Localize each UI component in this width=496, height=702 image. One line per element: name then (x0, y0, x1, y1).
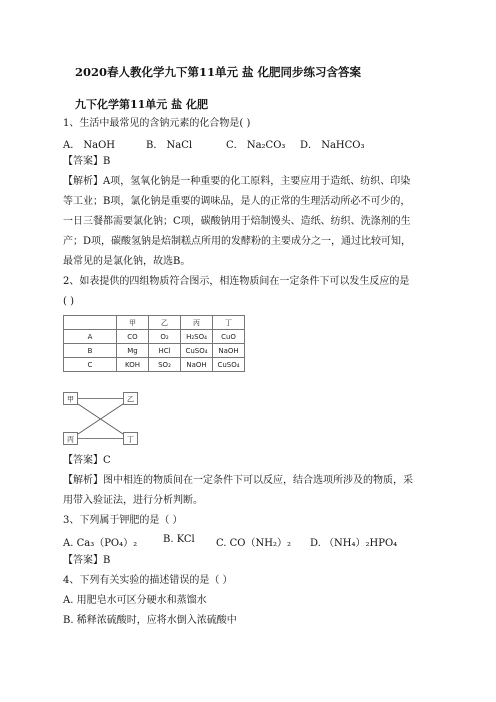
q1-answer: 【答案】B (63, 156, 111, 167)
q4-option-a: A. 用肥皂水可区分硬水和蒸馏水 (63, 595, 207, 606)
table-header-cell (64, 316, 117, 330)
table-cell: HCl (149, 344, 181, 358)
table-cell: CuO (213, 330, 245, 344)
q3-option-a: A. Ca₃（PO₄）₂ (63, 538, 138, 549)
q3-option-d: D. （NH₄）₂HPO₄ (310, 538, 398, 549)
table-cell: H₂SO₄ (181, 330, 213, 344)
table-row (64, 330, 245, 344)
table-cell: NaOH (181, 358, 213, 372)
node-jia: 甲 (67, 395, 74, 404)
table-cell: CuSO₄ (181, 344, 213, 358)
table-cell: A (64, 330, 117, 344)
table-cell: SO₂ (149, 358, 181, 372)
table-cell: NaOH (213, 344, 245, 358)
table-header-cell: 丁 (213, 316, 245, 330)
table-cell: CuSO₄ (213, 358, 245, 372)
document-title: 2020春人教化学九下第11单元 盐 化肥同步练习含答案 (75, 65, 362, 79)
q1-analysis-line: 产；D项，碳酸氢钠是焙制糕点所用的发酵粉的主要成分之一，通过比较可知， (63, 236, 412, 247)
q1-analysis-line: 【解析】A项，氢氧化钠是一种重要的化工原料，主要应用于造纸、纺织、印染 (63, 176, 411, 187)
q1-option-d: D． NaHCO₃ (300, 140, 365, 151)
table-row (64, 358, 245, 372)
q4-stem: 4、下列有关实验的描述错误的是（ ） (63, 575, 233, 586)
table-row (64, 344, 245, 358)
q2-answer: 【答案】C (63, 455, 111, 466)
reaction-diagram (63, 392, 143, 446)
table-cell: CO (117, 330, 149, 344)
table-header-row (64, 316, 245, 330)
q1-option-c: C． Na₂CO₃ (226, 140, 286, 151)
q1-stem: 1、生活中最常见的含钠元素的化合物是( ) (63, 118, 251, 129)
table-header-cell: 甲 (117, 316, 149, 330)
table-cell: KOH (117, 358, 149, 372)
table-cell: Mg (117, 344, 149, 358)
q1-analysis-line: 最常见的是氯化钠，故选B。 (63, 256, 191, 267)
table-header-cell: 乙 (149, 316, 181, 330)
q2-analysis-line: 用带入验证法，进行分析判断。 (63, 495, 203, 506)
section-subtitle: 九下化学第11单元 盐 化肥 (75, 98, 208, 111)
table-header-cell: 丙 (181, 316, 213, 330)
table-cell: B (64, 344, 117, 358)
q1-analysis-line: 等工业；B项，氯化钠是重要的调味品，是人的正常的生理活动所必不可少的， (63, 196, 411, 207)
table-cell: O₂ (149, 330, 181, 344)
q3-answer: 【答案】B (63, 555, 111, 566)
node-ding: 丁 (127, 435, 134, 444)
q3-option-b: B. KCl (163, 534, 195, 545)
q4-option-b: B. 稀释浓硫酸时，应将水倒入浓硫酸中 (63, 615, 237, 626)
q2-stem-bracket: ( ) (63, 296, 74, 307)
table-cell: C (64, 358, 117, 372)
q1-option-b: B． NaCl (146, 140, 193, 151)
node-bing: 丙 (67, 435, 74, 444)
node-yi: 乙 (127, 395, 134, 404)
q2-analysis-line: 【解析】图中相连的物质间在一定条件下可以反应，结合选项所涉及的物质，采 (63, 475, 413, 486)
q3-stem: 3、下列属于钾肥的是（ ） (63, 515, 183, 526)
q1-option-a: A． NaOH (63, 140, 116, 151)
substance-table (63, 315, 245, 372)
q2-stem: 2、如表提供的四组物质符合图示，相连物质间在一定条件下可以发生反应的是 (63, 276, 410, 287)
q1-analysis-line: 一日三餐都需要氯化钠；C项，碳酸钠用于焙制馒头、造纸、纺织、洗涤剂的生 (63, 216, 411, 227)
q3-option-c: C. CO（NH₂）₂ (216, 538, 291, 549)
